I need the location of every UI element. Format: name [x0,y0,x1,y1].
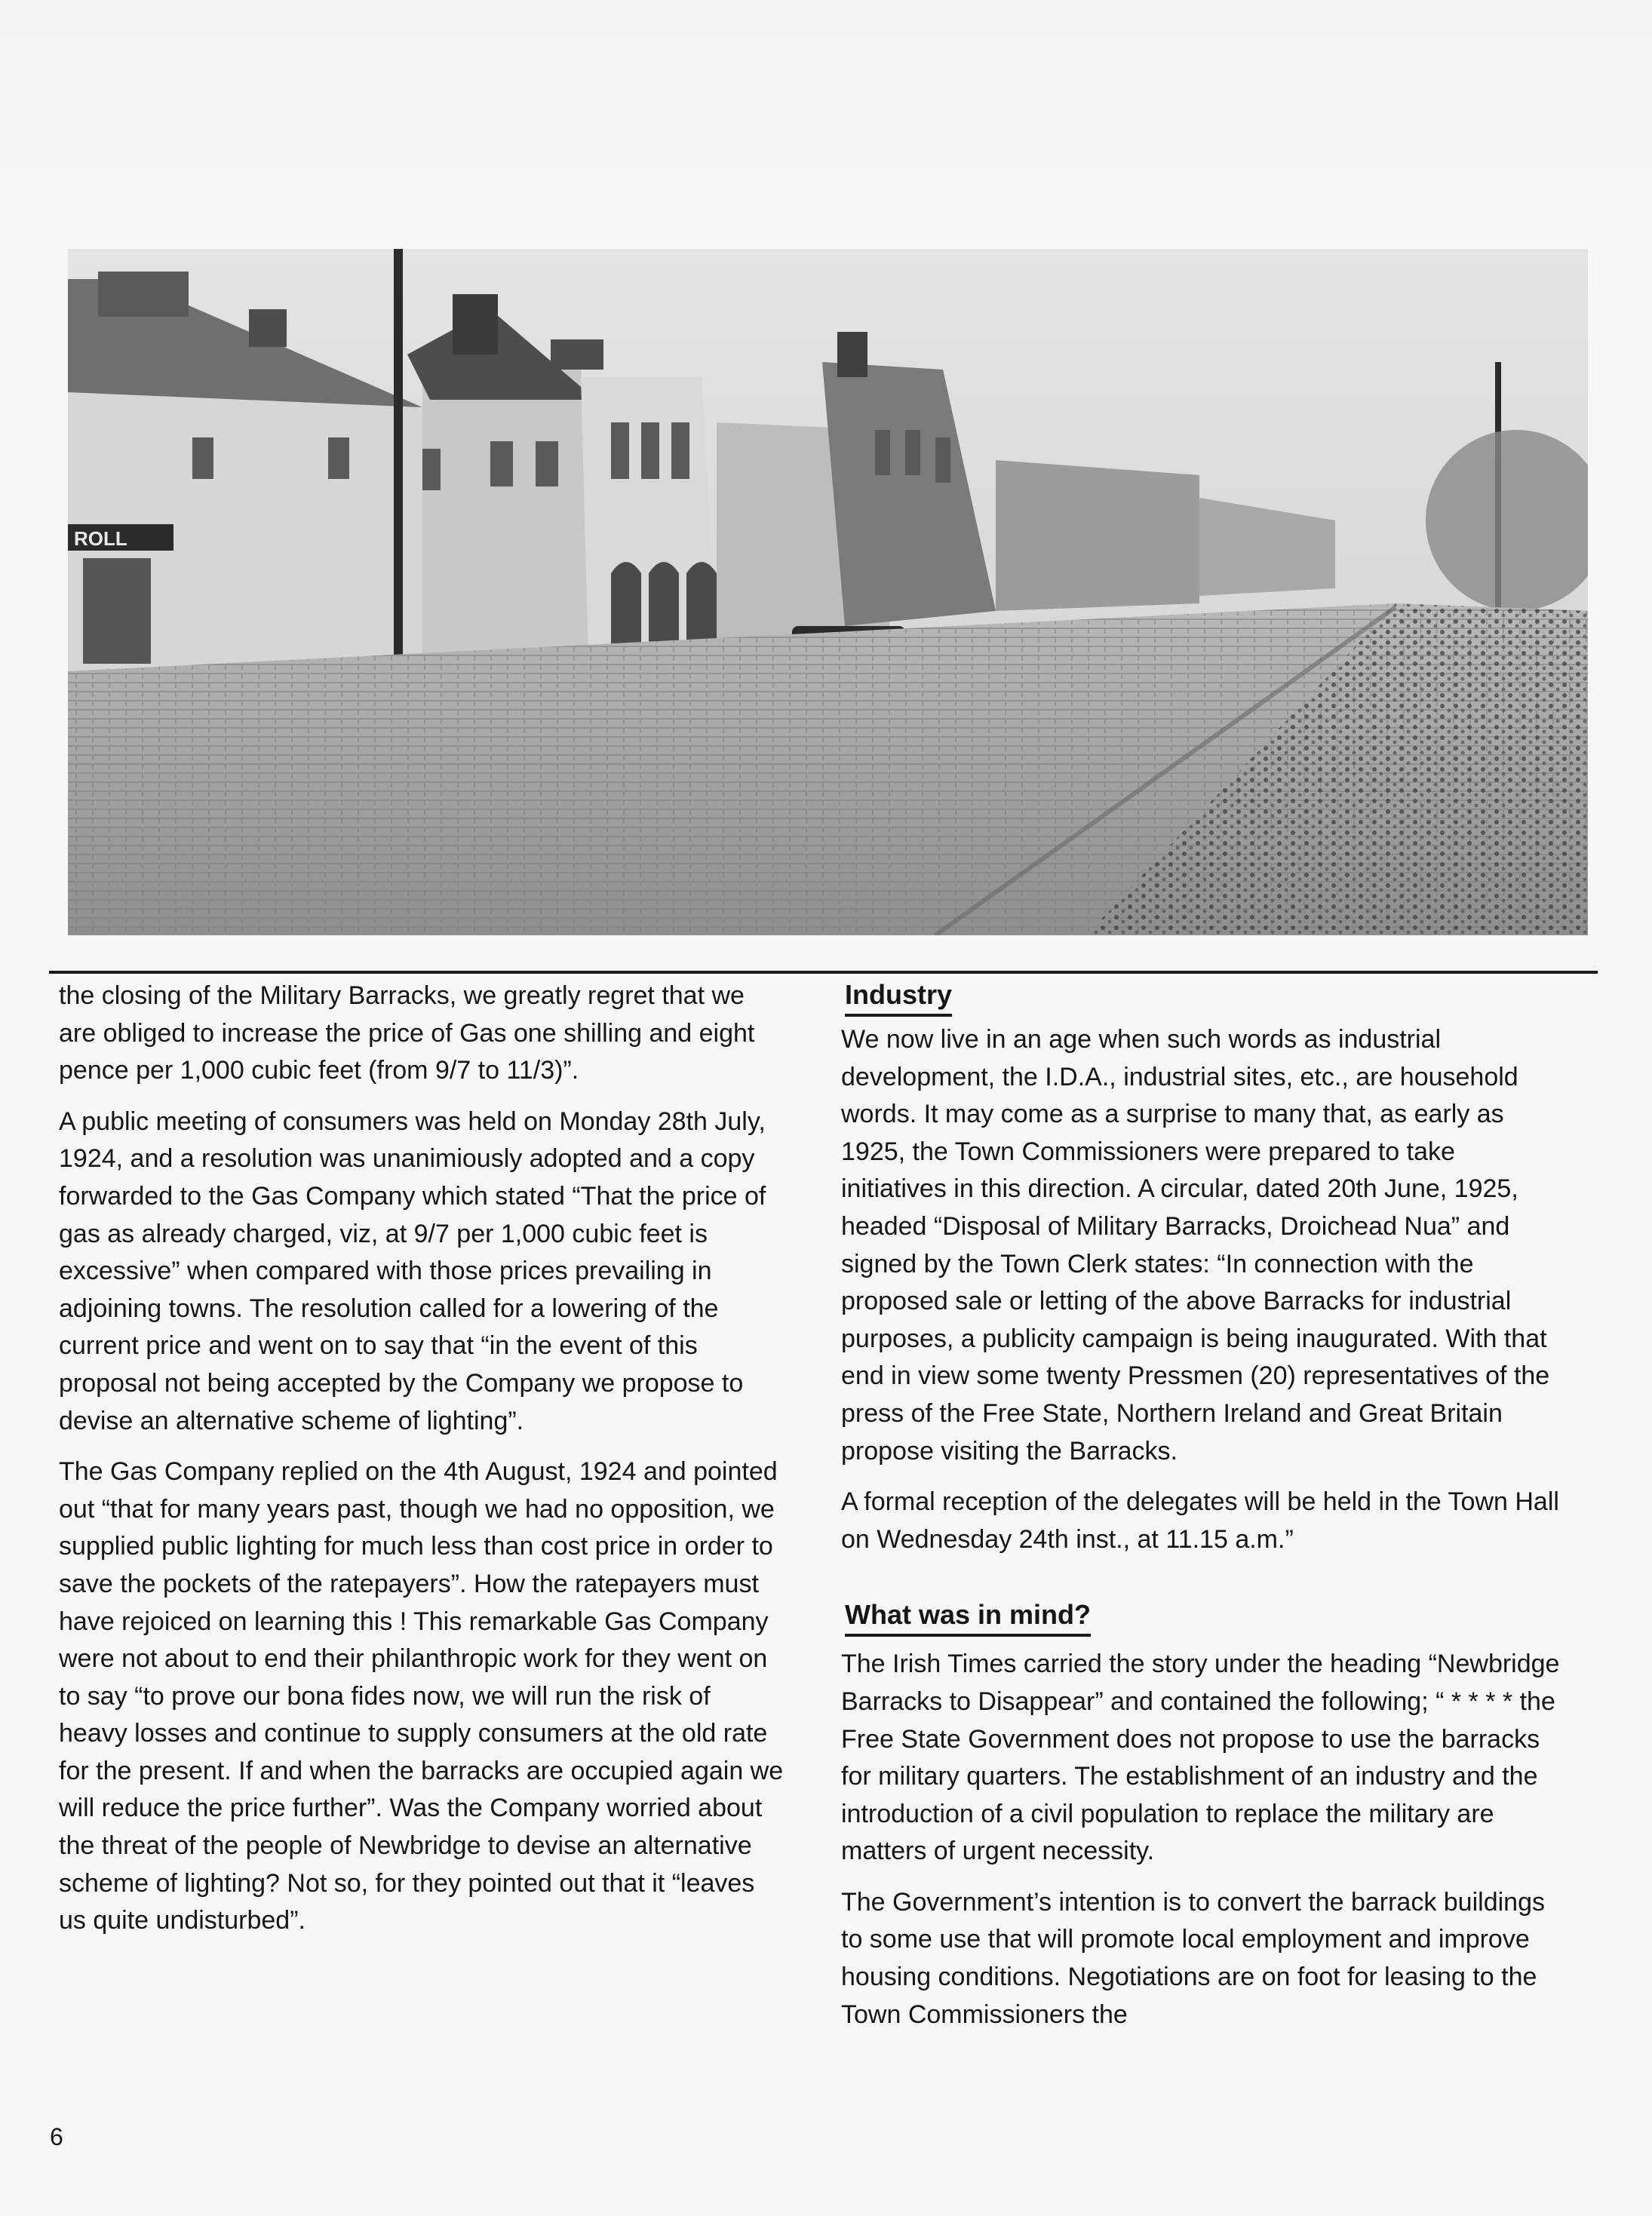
right-paragraph-2: A formal reception of the delegates will be held in the Town Hall on Wednesday 24th inst., at 11.15 a.m.” [841,1487,1559,1554]
left-paragraph-3: The Gas Company replied on the 4th August, 1924 and pointed out “that for many years past, though we had no opposition, we supplied public lighting for much less than cost price in order to save the pockets of the ratepayers”. How the ratepayers must have rejoiced on learning this ! This remarkable Gas Company were not about to end their philanthropic work for they went on to say “to prove our bona fides now, we will run the risk of heavy losses and continue to supply consumers at the old rate for the present. If and when the barracks are occupied again we will reduce the price further”. Was the Company worried about the threat of the people of Newbridge to devise an alternative scheme of lighting? Not so, for they pointed out that it “leaves us quite undisturbed”. [59,1457,784,1935]
industry-heading: Industry [845,978,952,1017]
left-column [59,978,785,1954]
right-paragraph-1: We now live in an age when such words as industrial development, the I.D.A., industrial sites, etc., are household words. It may come as a surprise to many that, as early as 1925, the Town Commissioners were prepared to take initiatives in this direction. A circular, dated 20th June, 1925, headed “Disposal of Military Barracks, Droichead Nua” and signed by the Town Clerk states: “In connection with the proposed sale or letting of the above Barracks for industrial purposes, a publicity campaign is being inaugurated. With that end in view some twenty Pressmen (20) representatives of the press of the Free State, Northern Ireland and Great Britain propose visiting the Barracks. [841,1025,1550,1466]
right-paragraph-3: The Irish Times carried the story under the heading “Newbridge Barracks to Disappear” and contained the following; “ * * * * the Free State Government does not propose to use the barracks for military quarters. The establishment of an industry and the introduction of a civil population to replace the military are matters of urgent necessity. [841,1650,1560,1866]
left-paragraph-1: the closing of the Military Barracks, we greatly regret that we are obliged to increase the price of Gas one shilling and eight pence per 1,000 cubic feet (from 9/7 to 11/3)”. [59,981,755,1085]
what-was-in-mind-heading: What was in mind? [845,1598,1091,1637]
page-top-margin [0,0,1652,249]
right-paragraph-4: The Government’s intention is to convert the barrack buildings to some use that will promote local employment and improve housing conditions. Negotiations are on foot for leasing to the Town Commissioners the [841,1887,1545,2029]
horizontal-rule [49,971,1598,974]
right-column [841,978,1565,2047]
page-number: 6 [50,2123,63,2150]
left-paragraph-2: A public meeting of consumers was held on Monday 28th July, 1924, and a resolution was unanimiously adopted and a copy forwarded to the Gas Company which stated “That the price of gas as already charged, viz, at 9/7 per 1,000 cubic feet is excessive” when compared with those prices prevailing in adjoining towns. The resolution called for a lowering of the current price and went on to say that “in the event of this proposal not being accepted by the Company we propose to devise an alternative scheme of lighting”. [59,1106,766,1435]
street-photograph [68,249,1588,935]
shop-sign-text: ROLL [74,527,127,550]
